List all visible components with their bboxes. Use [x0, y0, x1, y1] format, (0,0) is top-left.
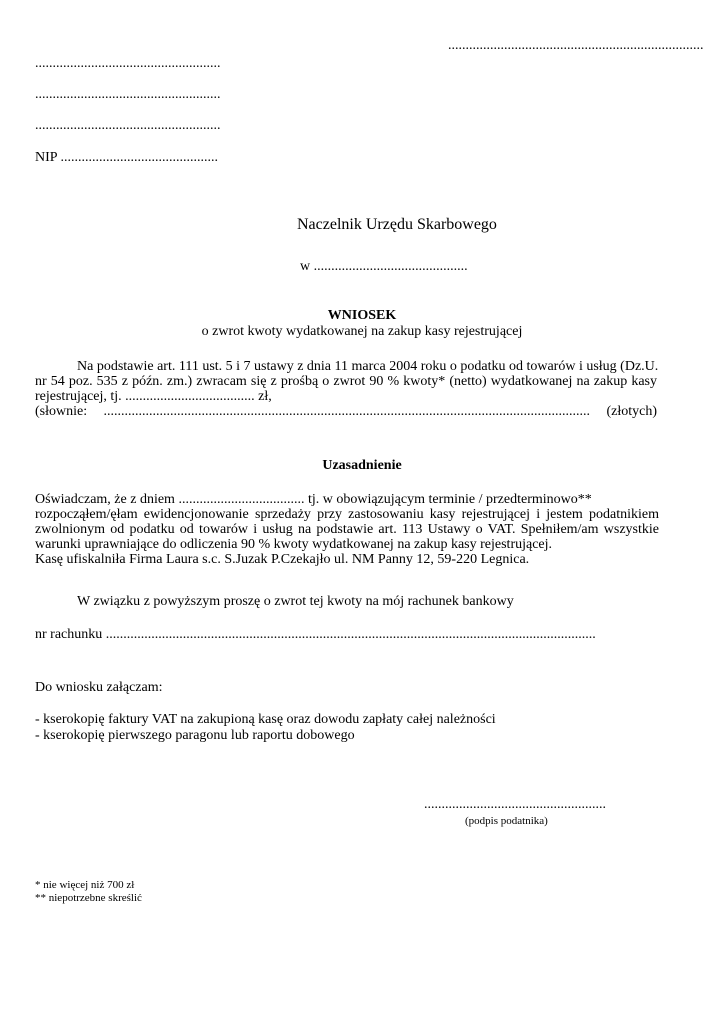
attachment-item: - kserokopię pierwszego paragonu lub raportu dobowego — [35, 728, 355, 743]
justification-line-5: Kasę ufiskalniła Firma Laura s.c. S.Juzak P.Czekajło ul. NM Panny 12, 59-220 Legnica. — [35, 552, 530, 567]
request-line-amount-words: (słownie: ........................................................................................................................................... (złotych) — [35, 404, 657, 419]
applicant-name-line: ..................................................... — [35, 56, 221, 71]
document-title: WNIOSEK — [327, 308, 397, 323]
justification-line-4: warunki uprawniające do odliczenia 90 % kwoty wydatkowanej na zakup kasy rejestrującej. — [35, 537, 553, 552]
justification-line-2: rozpocząłem/ęłam ewidencjonowanie sprzedaży przy zastosowaniu kasy rejestrującej i jestem podatnikiem — [35, 507, 659, 522]
applicant-city-line: ..................................................... — [35, 118, 221, 133]
justification-paragraph — [35, 492, 659, 567]
justification-line-1: Oświadczam, że z dniem .................................... tj. w obowiązującym terminie / przedterminowo** — [35, 492, 592, 507]
addressee-city-line: w ............................................ — [300, 259, 468, 274]
request-line-2: nr 54 poz. 535 z późn. zm.) zwracam się z prośbą o zwrot 90 % kwoty* (netto) wydatkowanej na zakup kasy — [35, 374, 657, 389]
footnote: ** niepotrzebne skreślić — [35, 892, 142, 904]
applicant-address-line: ..................................................... — [35, 87, 221, 102]
place-date-line: ......................................................................... — [448, 38, 704, 53]
addressee-title: Naczelnik Urzędu Skarbowego — [297, 216, 497, 233]
signature-line: .................................................... — [424, 797, 606, 812]
bank-request: W związku z powyższym proszę o zwrot tej kwoty na mój rachunek bankowy — [77, 594, 514, 609]
request-line-3: rejestrującej, tj. ..................................... zł, — [35, 389, 272, 404]
signature-label: (podpis podatnika) — [465, 815, 548, 827]
footnote: * nie więcej niż 700 zł — [35, 879, 135, 891]
attachment-item: - kserokopię faktury VAT na zakupioną kasę oraz dowodu zapłaty całej należności — [35, 712, 496, 727]
justification-title: Uzasadnienie — [322, 458, 402, 473]
document-subtitle: o zwrot kwoty wydatkowanej na zakup kasy rejestrującej — [201, 324, 523, 339]
justification-line-3: zwolnionym od podatku od towarów i usług na podstawie art. 113 Ustawy o VAT. Spełniłem/am wszystkie — [35, 522, 659, 537]
attachments-title: Do wniosku załączam: — [35, 680, 163, 695]
bank-account-line: nr rachunku ............................................................................................................................................ — [35, 627, 596, 642]
request-paragraph — [35, 359, 657, 419]
nip-line: NIP ............................................. — [35, 150, 219, 165]
request-line-1: Na podstawie art. 111 ust. 5 i 7 ustawy z dnia 11 marca 2004 roku o podatku od towarów i usług (Dz.U. — [77, 359, 659, 374]
